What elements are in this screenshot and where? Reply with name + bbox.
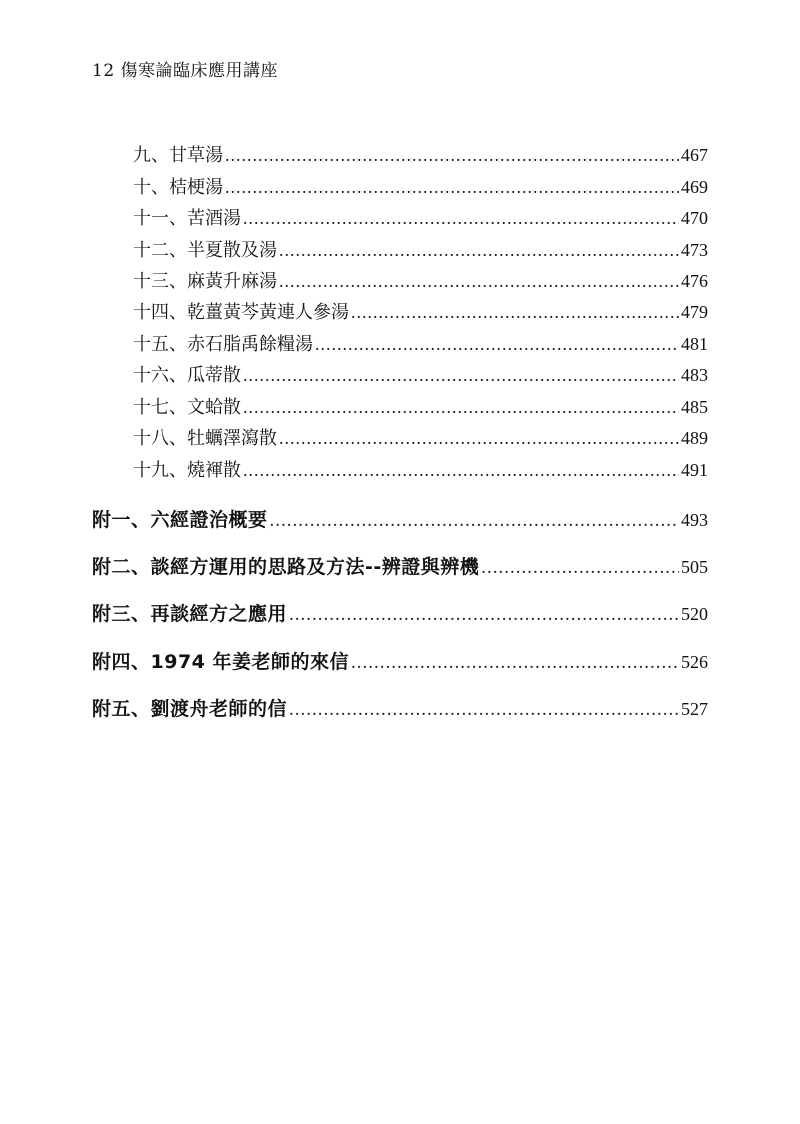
toc-entry-title: 十八、牡蠣澤瀉散 (133, 428, 277, 449)
toc-appendix-entry[interactable] (92, 694, 708, 721)
dot-leader (243, 397, 679, 418)
running-header: 12 傷寒論臨床應用講座 (92, 61, 279, 81)
toc-entry[interactable] (133, 236, 708, 262)
toc-entry[interactable] (133, 141, 708, 167)
dot-leader (351, 652, 679, 674)
toc-appendix-title: 附三、再談經方之應用 (92, 603, 288, 625)
toc-appendix-page: 520 (681, 604, 708, 624)
toc-entry-page: 473 (681, 240, 708, 260)
dot-leader (243, 365, 679, 386)
toc-appendix-page: 505 (681, 557, 708, 577)
dot-leader (289, 699, 679, 721)
toc-entry-title: 十九、燒褌散 (133, 460, 241, 481)
toc-entry[interactable] (133, 298, 708, 324)
toc-entry[interactable] (133, 361, 708, 387)
toc-entry-page: 476 (681, 271, 708, 291)
toc-appendix-entry[interactable] (92, 552, 708, 579)
toc-entry[interactable] (133, 330, 708, 356)
toc-appendix-page: 527 (681, 699, 708, 719)
toc-entry-title: 九、甘草湯 (133, 145, 223, 166)
toc-entry-title: 十三、麻黃升麻湯 (133, 271, 277, 292)
toc-appendix-entry[interactable] (92, 505, 708, 532)
toc-appendix-entry[interactable] (92, 647, 708, 674)
dot-leader (225, 177, 679, 198)
toc-appendix-title: 附一、六經證治概要 (92, 509, 268, 531)
toc-entry[interactable] (133, 456, 708, 482)
toc-entry-title: 十六、瓜蒂散 (133, 365, 241, 386)
dot-leader (481, 557, 679, 579)
toc-entry-page: 470 (681, 208, 708, 228)
toc-entry-page: 489 (681, 428, 708, 448)
toc-entry-title: 十四、乾薑黃芩黃連人參湯 (133, 302, 349, 323)
dot-leader (289, 604, 679, 626)
toc-entry-page: 469 (681, 177, 708, 197)
dot-leader (279, 271, 679, 292)
toc-appendix-title: 附四、1974 年姜老師的來信 (92, 651, 349, 673)
toc-appendix-page: 493 (681, 510, 708, 530)
toc-entry[interactable] (133, 393, 708, 419)
toc-entry-title: 十七、文蛤散 (133, 397, 241, 418)
toc-entry-title: 十、桔梗湯 (133, 177, 223, 198)
toc-entry-page: 481 (681, 334, 708, 354)
toc-entry[interactable] (133, 267, 708, 293)
toc-entry-title: 十二、半夏散及湯 (133, 240, 277, 261)
dot-leader (270, 510, 679, 532)
toc-entry[interactable] (133, 424, 708, 450)
toc-entry-page: 485 (681, 397, 708, 417)
dot-leader (225, 145, 679, 166)
toc-entry-page: 479 (681, 302, 708, 322)
toc-entry[interactable] (133, 204, 708, 230)
dot-leader (279, 428, 679, 449)
toc-entry-page: 467 (681, 145, 708, 165)
toc-appendix-title: 附二、談經方運用的思路及方法--辨證與辨機 (92, 556, 480, 578)
toc-appendix-title: 附五、劉渡舟老師的信 (92, 698, 288, 720)
dot-leader (243, 460, 679, 481)
toc-appendix-entry[interactable] (92, 599, 708, 626)
dot-leader (315, 334, 679, 355)
toc-entry-page: 483 (681, 365, 708, 385)
toc-entry-title: 十一、苦酒湯 (133, 208, 241, 229)
toc-entry-page: 491 (681, 460, 708, 480)
dot-leader (279, 240, 679, 261)
dot-leader (243, 208, 679, 229)
toc-entry-title: 十五、赤石脂禹餘糧湯 (133, 334, 313, 355)
dot-leader (351, 302, 679, 323)
toc-entry[interactable] (133, 173, 708, 199)
toc-appendix-page: 526 (681, 652, 708, 672)
